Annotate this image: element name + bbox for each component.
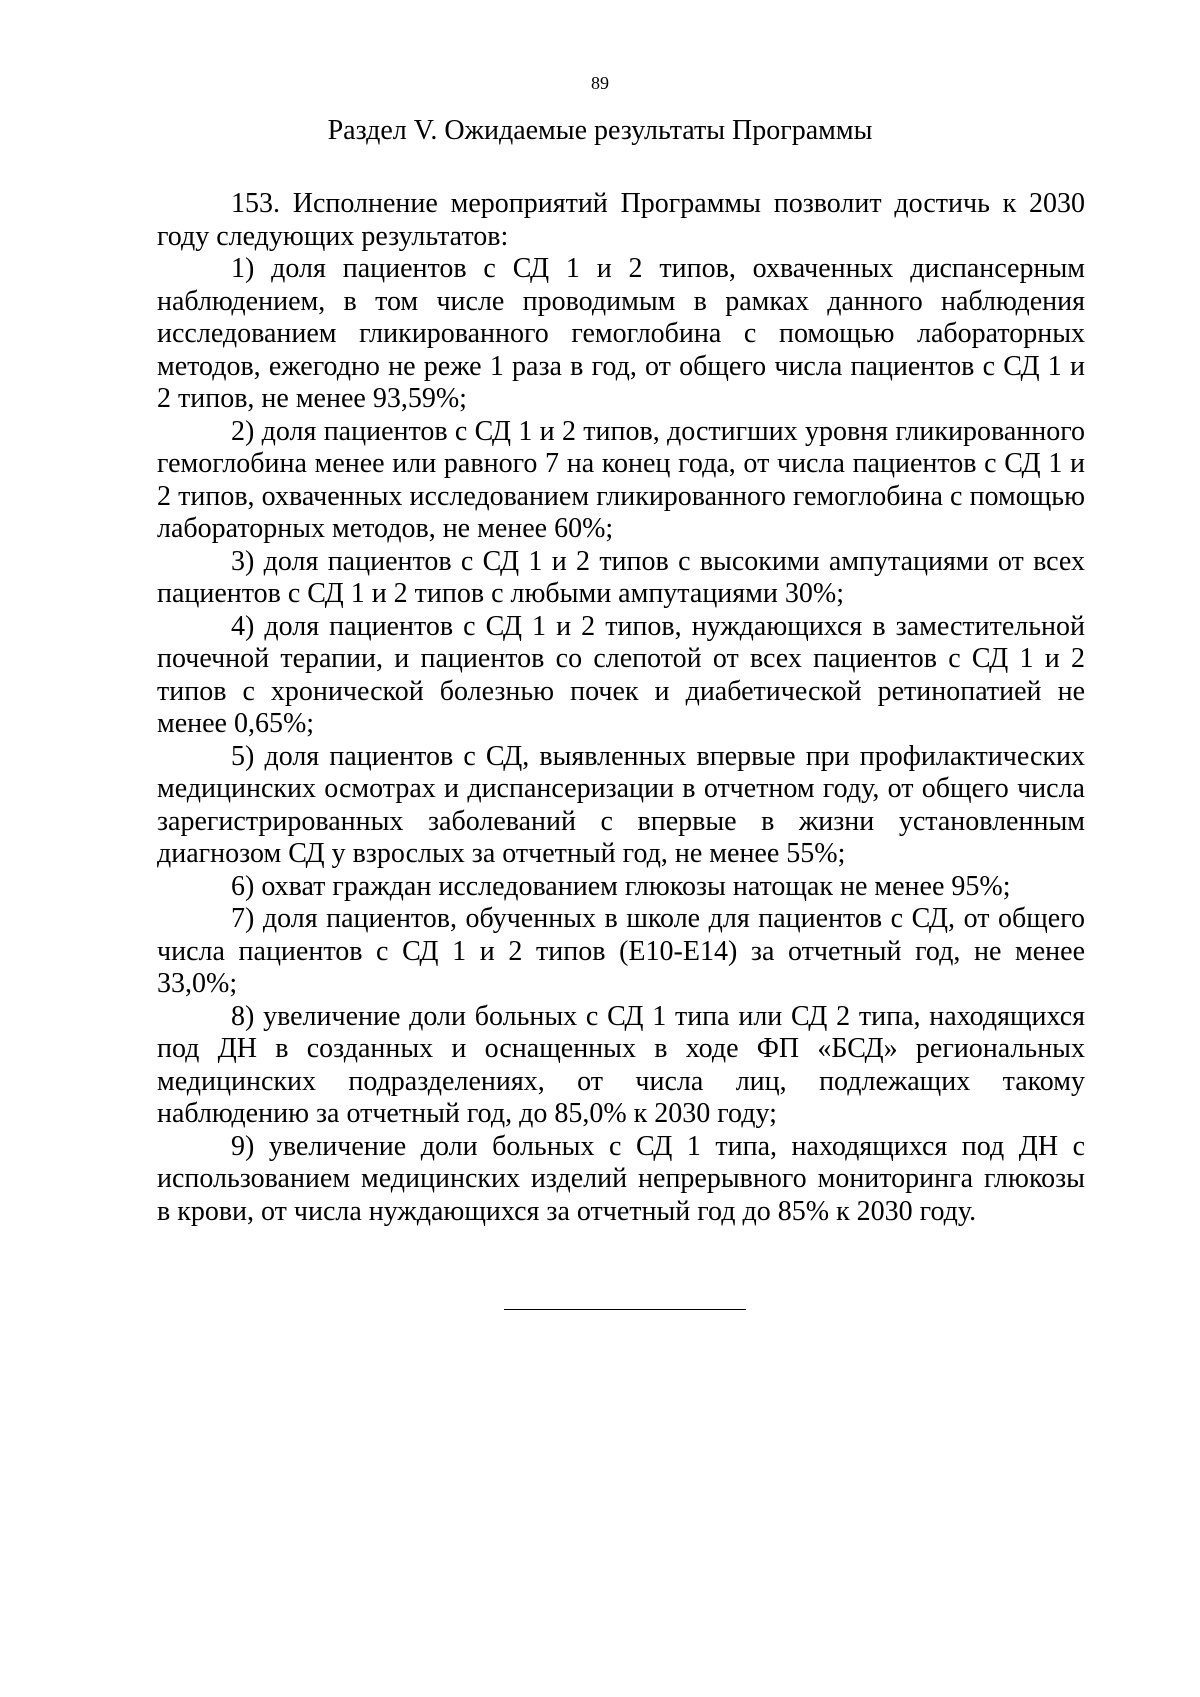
list-item: 2) доля пациентов с СД 1 и 2 типов, достигших уровня гликированного гемоглобина менее или равного 7 на конец года, от числа пациентов с СД 1 и 2 типов, охваченных исследованием гликированного гемоглобина с помощью лабораторных методов, не менее 60%; [157,415,1085,544]
list-item: 7) доля пациентов, обученных в школе для пациентов с СД, от общего числа пациентов с СД 1 и 2 типов (Е10-Е14) за отчетный год, не менее 33,0%; [157,903,1085,999]
list-item: 3) доля пациентов с СД 1 и 2 типов с высокими ампутациями от всех пациентов с СД 1 и 2 типов с любыми ампутациями 30%; [157,545,1085,609]
body-text [157,188,1085,1228]
list-item: 8) увеличение доли больных с СД 1 типа или СД 2 типа, находящихся под ДН в созданных и оснащенных в ходе ФП «БСД» региональных медицинских подразделениях, от числа лиц, подлежащих такому наблюдению за отчетный год, до 85,0% к 2030 году; [157,1000,1085,1129]
list-item: 5) доля пациентов с СД, выявленных впервые при профилактических медицинских осмотрах и диспансеризации в отчетном году, от общего числа зарегистрированных заболеваний с впервые в жизни установленным диагнозом СД у взрослых за отчетный год, не менее 55%; [157,740,1085,869]
list-item: 1) доля пациентов с СД 1 и 2 типов, охваченных диспансерным наблюдением, в том числе проводимым в рамках данного наблюдения исследованием гликированного гемоглобина с помощью лабораторных методов, ежегодно не реже 1 раза в год, от общего числа пациентов с СД 1 и 2 типов, не менее 93,59%; [157,253,1085,414]
section-title: Раздел V. Ожидаемые результаты Программы [327,115,873,146]
list-item: 6) охват граждан исследованием глюкозы натощак не менее 95%; [231,870,1011,902]
page-number: 89 [591,73,609,93]
end-divider-line [504,1309,746,1310]
paragraph-intro: 153. Исполнение мероприятий Программы позволит достичь к 2030 году следующих результатов: [157,188,1085,252]
list-item: 9) увеличение доли больных с СД 1 типа, находящихся под ДН с использованием медицинских изделий непрерывного мониторинга глюкозы в крови, от числа нуждающихся за отчетный год до 85% к 2030 году. [157,1130,1085,1227]
list-item: 4) доля пациентов с СД 1 и 2 типов, нуждающихся в заместительной почечной терапии, и пациентов со слепотой от всех пациентов с СД 1 и 2 типов с хронической болезнью почек и диабетической ретинопатией не менее 0,65%; [157,610,1085,739]
